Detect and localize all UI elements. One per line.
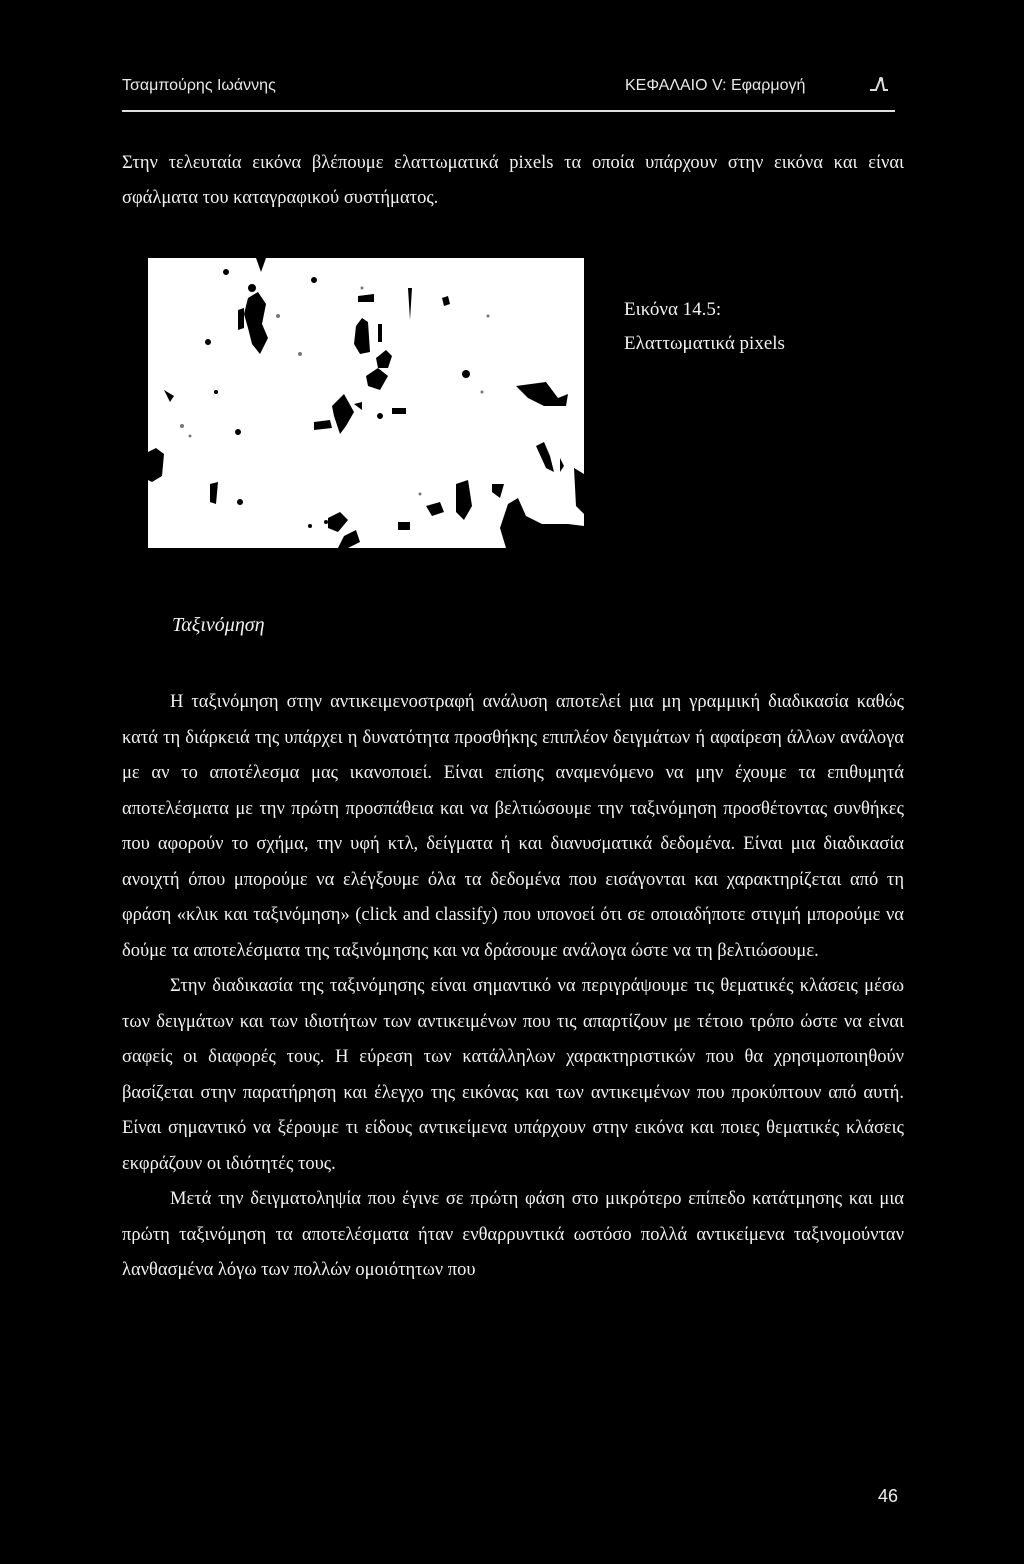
figure-caption-title: Ελαττωματικά pixels <box>624 333 785 354</box>
section-heading: Ταξινόμηση <box>172 614 265 636</box>
intro-text: Στην τελευταία εικόνα βλέπουμε ελαττωματικά pixels τα οποία υπάρχουν στην εικόνα και είναι σφάλματα του καταγραφικού συστήματος. <box>122 153 904 208</box>
body-text <box>122 685 904 1289</box>
header-author: Τσαμπούρης Ιωάννης <box>122 77 276 94</box>
paragraph: Η ταξινόμηση στην αντικειμενοστραφή ανάλυση αποτελεί μια μη γραμμική διαδικασία καθώς κατά τη διάρκειά της υπάρχει η δυνατότητα προσθήκης επιπλέον δειγμάτων ή αφαίρεση άλλων ανάλογα με αν το αποτέλεσμα μας ικανοποιεί. Είναι επίσης αναμενόμενο να μην έχουμε τα επιθυμητά αποτελέσματα με την πρώτη προσπάθεια και να βελτιώσουμε την ταξινόμηση προσθέτοντας συνθήκες που αφορούν το σχήμα, την υφή κτλ, δείγματα ή και διανυσματικά δεδομένα. Είναι μια διαδικασία ανοιχτή όπου μπορούμε να ελέγξουμε όλα τα δεδομένα που εισάγονται και χαρακτηρίζεται από τη φράση «κλικ και ταξινόμηση» (click and classify) που υπονοεί ότι σε οποιαδήποτε στιγμή μπορούμε να δούμε τα αποτελέσματα της ταξινόμησης και να δράσουμε ανάλογα ώστε να τη βελτιώσουμε. <box>122 692 904 961</box>
defective-pixels-figure <box>148 258 584 548</box>
header-divider <box>122 110 895 112</box>
intro-paragraph <box>122 146 904 216</box>
page-number: 46 <box>878 1486 899 1506</box>
defective-pixels-image <box>148 258 584 548</box>
header-chapter: ΚΕΦΑΛΑΙΟ V: Εφαρμογή <box>625 77 806 94</box>
figure-caption <box>624 293 785 361</box>
paragraph: Στην διαδικασία της ταξινόμησης είναι σημαντικό να περιγράψουμε τις θεματικές κλάσεις μέσω των δειγμάτων και των ιδιοτήτων των αντικειμένων που τις απαρτίζουν με τέτοιο τρόπο ώστε να είναι σαφείς οι διαφορές τους. Η εύρεση των κατάλληλων χαρακτηριστικών που θα χρησιμοποιηθούν βασίζεται στην παρατήρηση και έλεγχο της εικόνας και των αντικειμένων που προκύπτουν από αυτή. Είναι σημαντικό να ξέρουμε τι είδους αντικείμενα υπάρχουν στην εικόνα και ποιες θεματικές κλάσεις εκφράζουν οι ιδιότητές τους. <box>122 976 904 1174</box>
figure-caption-number: Εικόνα 14.5: <box>624 299 722 320</box>
chapter-logo-icon <box>868 76 890 94</box>
paragraph: Μετά την δειγματοληψία που έγινε σε πρώτη φάση στο μικρότερο επίπεδο κατάτμησης και μια πρώτη ταξινόμηση τα αποτελέσματα ήταν ενθαρρυντικά ωστόσο πολλά αντικείμενα ταξινομούνταν λανθασμένα λόγω των πολλών ομοιότητων που <box>122 1189 904 1280</box>
